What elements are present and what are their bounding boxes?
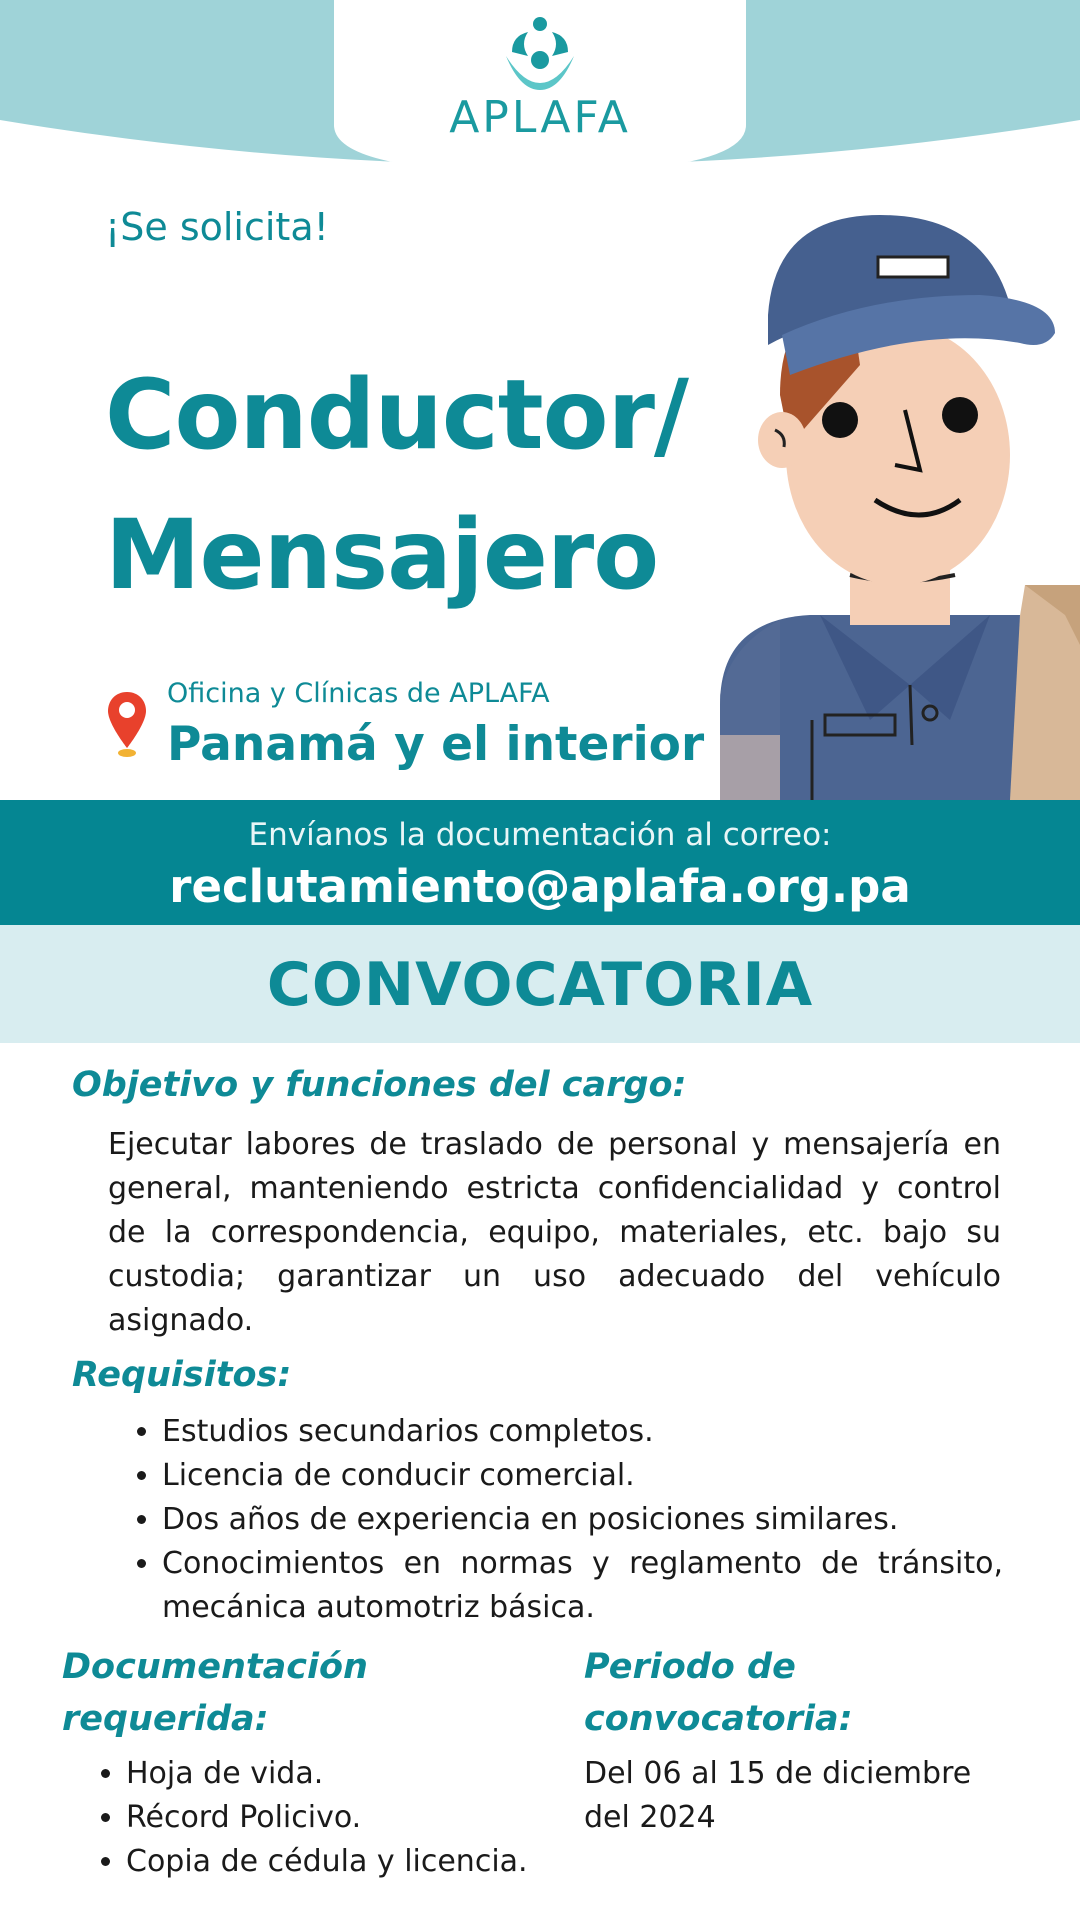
- location-title: Panamá y el interior: [167, 717, 705, 772]
- documents-heading-line2: requerida:: [62, 1699, 269, 1739]
- list-item: • Hoja de vida.: [126, 1752, 546, 1796]
- requirements-list: [110, 1410, 1003, 1630]
- contact-label: Envíanos la documentación al correo:: [248, 817, 832, 853]
- requirements-heading: Requisitos:: [72, 1355, 292, 1395]
- list-item: • Estudios secundarios completos.: [162, 1410, 1003, 1454]
- location-pin-icon: [106, 690, 148, 758]
- period-heading-line1: Periodo de: [584, 1647, 796, 1687]
- convocatoria-title: CONVOCATORIA: [266, 950, 814, 1020]
- kicker-text: ¡Se solicita!: [105, 205, 329, 249]
- objective-text: Ejecutar labores de traslado de personal y mensajería en general, manteniendo estricta confidencialidad y control de la correspondencia, equipo, materiales, etc. bajo su custodia; garantizar un uso adecuado del vehículo asignado.: [108, 1127, 1001, 1338]
- list-item: • Dos años de experiencia en posiciones similares.: [162, 1498, 1003, 1542]
- list-item: • Copia de cédula y licencia.: [126, 1840, 546, 1884]
- logo-wordmark: APLAFA: [449, 92, 631, 143]
- period-heading-line2: convocatoria:: [584, 1699, 853, 1739]
- documents-heading-line1: Documentación: [62, 1647, 368, 1687]
- aplafa-logo-icon: [498, 16, 582, 96]
- job-title-line1: Conductor/: [105, 359, 688, 471]
- list-item: • Récord Policivo.: [126, 1796, 546, 1840]
- job-title: [105, 345, 688, 625]
- list-item: • Conocimientos en normas y reglamento de tránsito, mecánica automotriz básica.: [162, 1542, 1003, 1630]
- documents-heading: [62, 1641, 522, 1745]
- list-item: • Licencia de conducir comercial.: [162, 1454, 1003, 1498]
- location-subtitle: Oficina y Clínicas de APLAFA: [167, 678, 550, 709]
- job-title-line2: Mensajero: [105, 499, 659, 611]
- period-text: Del 06 al 15 de diciembre del 2024: [584, 1756, 972, 1835]
- objective-heading: Objetivo y funciones del cargo:: [72, 1065, 687, 1105]
- courier-illustration: [720, 215, 1080, 800]
- documents-list: [76, 1752, 546, 1884]
- contact-email[interactable]: reclutamiento@aplafa.org.pa: [169, 860, 911, 913]
- period-heading: [584, 1641, 1004, 1745]
